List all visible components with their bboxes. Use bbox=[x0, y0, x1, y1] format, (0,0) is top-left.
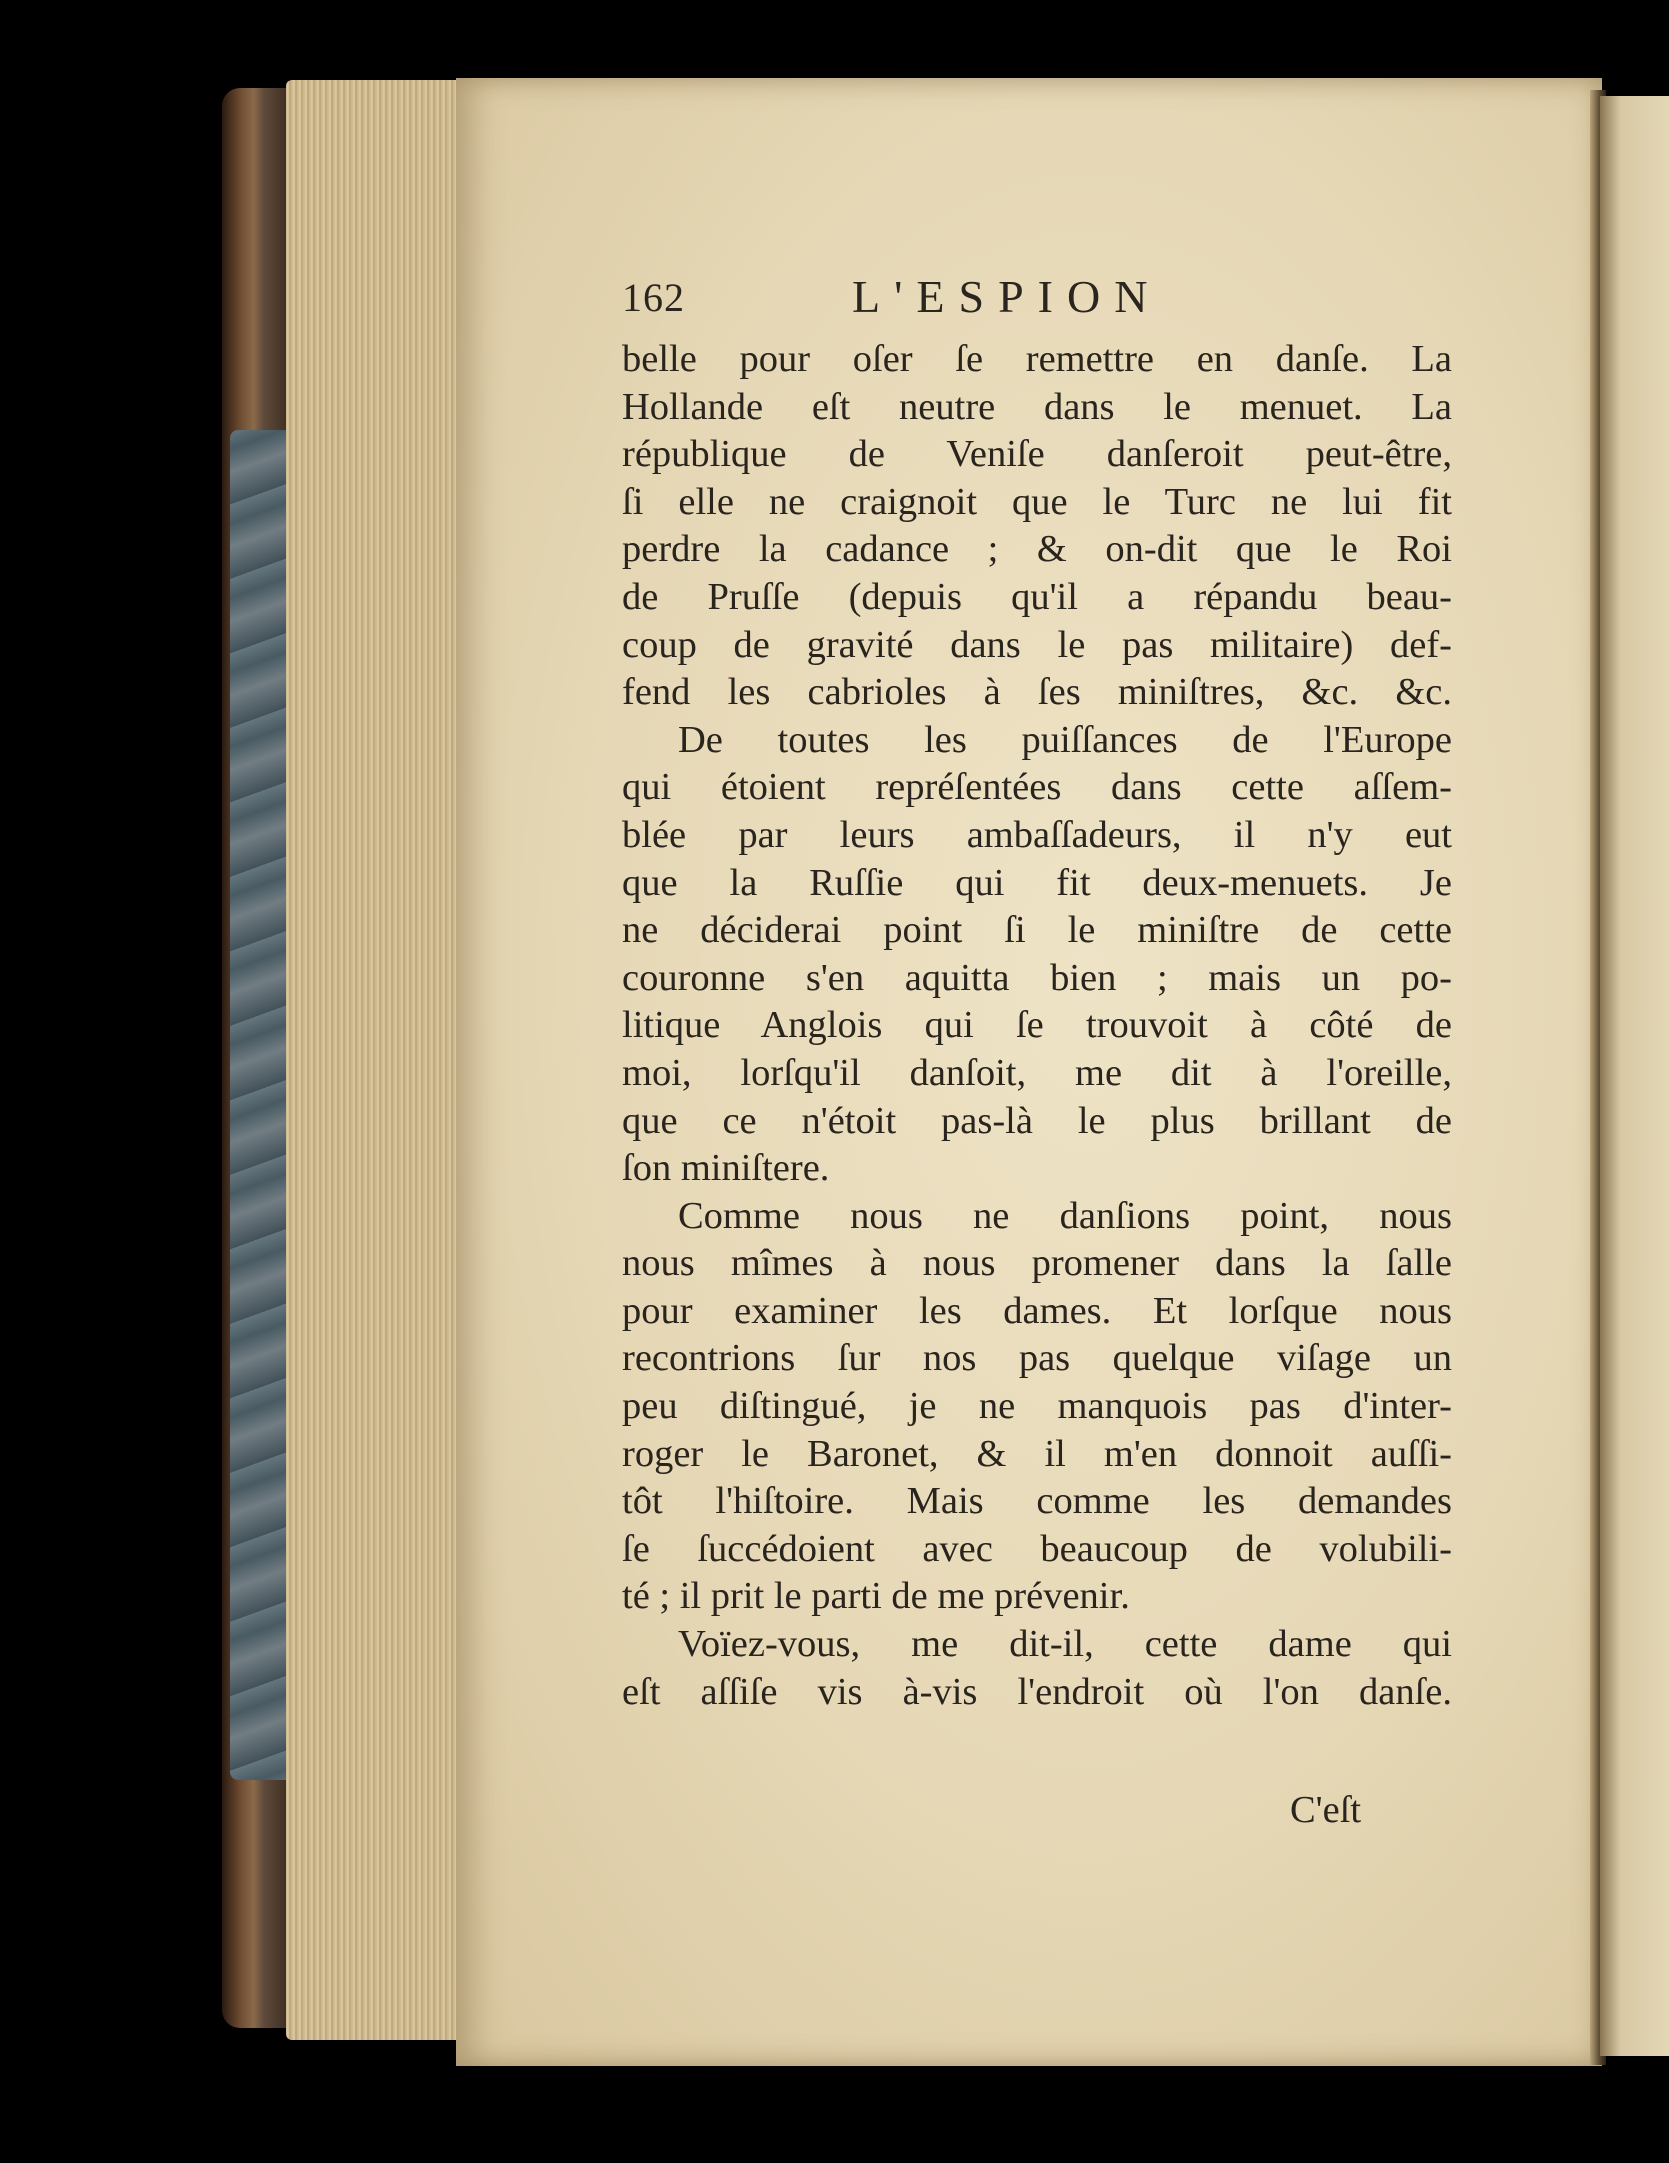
text-line: tôt l'hiſtoire. Mais comme les demandes bbox=[622, 1480, 1452, 1523]
text-line: de Pruſſe (depuis qu'il a répandu beau- bbox=[622, 575, 1452, 618]
text-line: blée par leurs ambaſſadeurs, il n'y eut bbox=[622, 813, 1452, 856]
text-line: fend les cabrioles à ſes miniſtres, &c. &c. bbox=[622, 671, 1452, 714]
text-line: roger le Baronet, & il m'en donnoit auſſi- bbox=[622, 1432, 1452, 1475]
text-line: couronne s'en aquitta bien ; mais un po- bbox=[622, 956, 1452, 999]
text-line: De toutes les puiſſances de l'Europe bbox=[678, 718, 1452, 761]
marbled-board bbox=[230, 430, 290, 1780]
text-line: peu diſtingué, je ne manquois pas d'inter- bbox=[622, 1385, 1452, 1428]
text-line: que la Ruſſie qui fit deux-menuets. Je bbox=[622, 861, 1452, 904]
catchword: C'eſt bbox=[1290, 1789, 1362, 1831]
text-line: eſt aſſiſe vis à-vis l'endroit où l'on danſe. bbox=[622, 1670, 1452, 1713]
text-line: que ce n'étoit pas-là le plus brillant de bbox=[622, 1099, 1452, 1142]
text-line: pour examiner les dames. Et lorſque nous bbox=[622, 1289, 1452, 1332]
text-line: Comme nous ne danſions point, nous bbox=[678, 1194, 1452, 1237]
text-line: Hollande eſt neutre dans le menuet. La bbox=[622, 385, 1452, 428]
running-title: L'ESPION bbox=[852, 271, 1162, 322]
text-line: ſon miniſtere. bbox=[622, 1147, 830, 1190]
text-line: moi, lorſqu'il danſoit, me dit à l'oreille, bbox=[622, 1051, 1452, 1094]
page-number: 162 bbox=[622, 275, 685, 320]
text-line: litique Anglois qui ſe trouvoit à côté de bbox=[622, 1004, 1452, 1047]
page-header bbox=[620, 268, 1460, 338]
text-line: ſi elle ne craignoit que le Turc ne lui fit bbox=[622, 480, 1452, 523]
text-line: coup de gravité dans le pas militaire) def- bbox=[622, 623, 1452, 666]
text-line: république de Veniſe danſeroit peut-être, bbox=[622, 433, 1452, 476]
text-line: perdre la cadance ; & on-dit que le Roi bbox=[622, 528, 1452, 571]
text-line: ne déciderai point ſi le miniſtre de cette bbox=[622, 909, 1452, 952]
text-line: belle pour oſer ſe remettre en danſe. La bbox=[622, 338, 1452, 380]
text-line: ſe ſuccédoient avec beaucoup de volubili- bbox=[622, 1527, 1452, 1570]
text-line: Voïez-vous, me dit-il, cette dame qui bbox=[678, 1623, 1452, 1666]
text-line: qui étoient repréſentées dans cette aſſem- bbox=[622, 766, 1452, 809]
text-line: recontrions ſur nos pas quelque viſage un bbox=[622, 1337, 1452, 1380]
facing-page-edge bbox=[1600, 96, 1669, 2056]
text-line: nous mîmes à nous promener dans la ſalle bbox=[622, 1242, 1452, 1285]
page-edges bbox=[286, 80, 476, 2040]
body-text bbox=[622, 336, 1452, 1716]
text-line: té ; il prit le parti de me prévenir. bbox=[622, 1575, 1130, 1618]
